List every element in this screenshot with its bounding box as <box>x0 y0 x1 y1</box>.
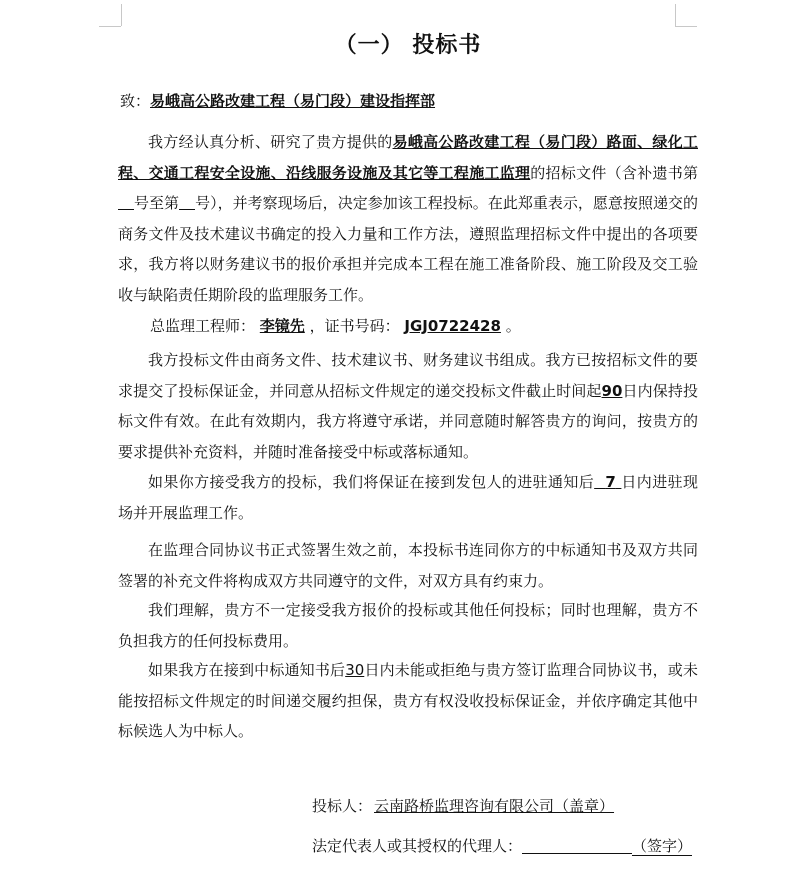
p2-text-a: 我方投标文件由商务文件、技术建议书、财务建议书组成。我方已按招标文件的要求提交了投标保证金，并同意从招标文件规定的递交投标文件截止时间起 <box>118 351 698 400</box>
mobilization-days <box>594 473 621 491</box>
paragraph-intro <box>118 127 698 310</box>
margin-mark-top-left-h <box>99 26 121 27</box>
p3-text-a: 如果你方接受我方的投标，我们将保证在接到发包人的进驻通知后 <box>148 473 595 491</box>
document-title: （一） 投标书 <box>334 32 482 58</box>
margin-mark-top-right-h <box>675 26 697 27</box>
paragraph-validity <box>118 345 698 467</box>
addressee-prefix: 致： <box>120 92 151 110</box>
p2-text-b: 日内保持投标文件有效。在此有效期内，我方将遵守承诺，并同意随时解答贵方的询问，按贵方的要求提供补充资料，并随时准备接受中标或落标通知。 <box>118 381 698 461</box>
paragraph-mobilization <box>118 467 698 528</box>
p1-text-d: 号），并考察现场后，决定参加该工程投标。在此郑重表示，愿意按照递交的商务文件及技术建议书确定的投入力量和工作方法，遵照监理招标文件中提出的各项要求，我方将以财务建议书的报价承担并完成本工程在施工准备阶段、施工阶段及交工验收与缺陷责任期阶段的监理服务工作。 <box>118 194 698 304</box>
cert-label: ，证书号码： <box>309 317 400 335</box>
p1-text-a: 我方经认真分析、研究了贵方提供的 <box>148 133 393 151</box>
chief-supervisor-line <box>150 315 521 336</box>
project-name: 易峨高公路改建工程（易门段）路面、绿化工程、交通工程安全设施、沿线服务设施及其它等工程施工监理 <box>118 133 698 182</box>
signing-days: 30 <box>345 661 365 679</box>
p6-text-a: 如果我方在接到中标通知书后 <box>148 661 346 679</box>
representative-label: 法定代表人或其授权的代理人： <box>312 837 523 855</box>
supervisor-label: 总监理工程师： <box>150 317 256 335</box>
addressee-name: 易峨高公路改建工程（易门段）建设指挥部 <box>150 92 436 110</box>
paragraph-contract: 在监理合同协议书正式签署生效之前，本投标书连同你方的中标通知书及双方共同签署的补充文件将构成双方共同遵守的文件，对双方具有约束力。 <box>118 541 698 590</box>
representative-signature-line <box>312 835 692 856</box>
supervisor-name: 李镜先 <box>259 317 305 335</box>
bidder-label: 投标人： <box>312 797 373 815</box>
p3-text-b: 日内进驻现场并开展监理工作。 <box>118 473 698 522</box>
cert-number: JGJ0722428 <box>404 317 501 335</box>
p6-text-b: 日内未能或拒绝与贵方签订监理合同协议书，或未能按招标文件规定的时间递交履约担保，贵方有权没收投标保证金，并依序确定其他中标候选人为中标人。 <box>118 661 698 740</box>
margin-mark-top-right <box>675 4 698 26</box>
addendum-start-blank <box>118 194 134 210</box>
signature-note: （签字） <box>632 837 693 855</box>
signature-blank <box>522 837 632 854</box>
mobilization-days-value: 7 <box>605 473 616 491</box>
addendum-end-blank <box>179 194 195 210</box>
cert-end: 。 <box>505 317 521 335</box>
bidder-signature-line <box>312 795 616 816</box>
paragraph-forfeit <box>118 655 698 747</box>
p1-text-c: 号至第 <box>134 194 180 212</box>
p1-text-b: 的招标文件（含补遗书第 <box>530 163 698 182</box>
validity-days: 90 <box>601 381 623 400</box>
margin-mark-top-left <box>99 4 122 26</box>
bidder-name: 云南路桥监理咨询有限公司（盖章） <box>374 797 615 815</box>
paragraph-understanding: 我们理解，贵方不一定接受我方报价的投标或其他任何投标；同时也理解，贵方不负担我方的任何投标费用。 <box>118 601 698 650</box>
addressee <box>120 90 435 111</box>
